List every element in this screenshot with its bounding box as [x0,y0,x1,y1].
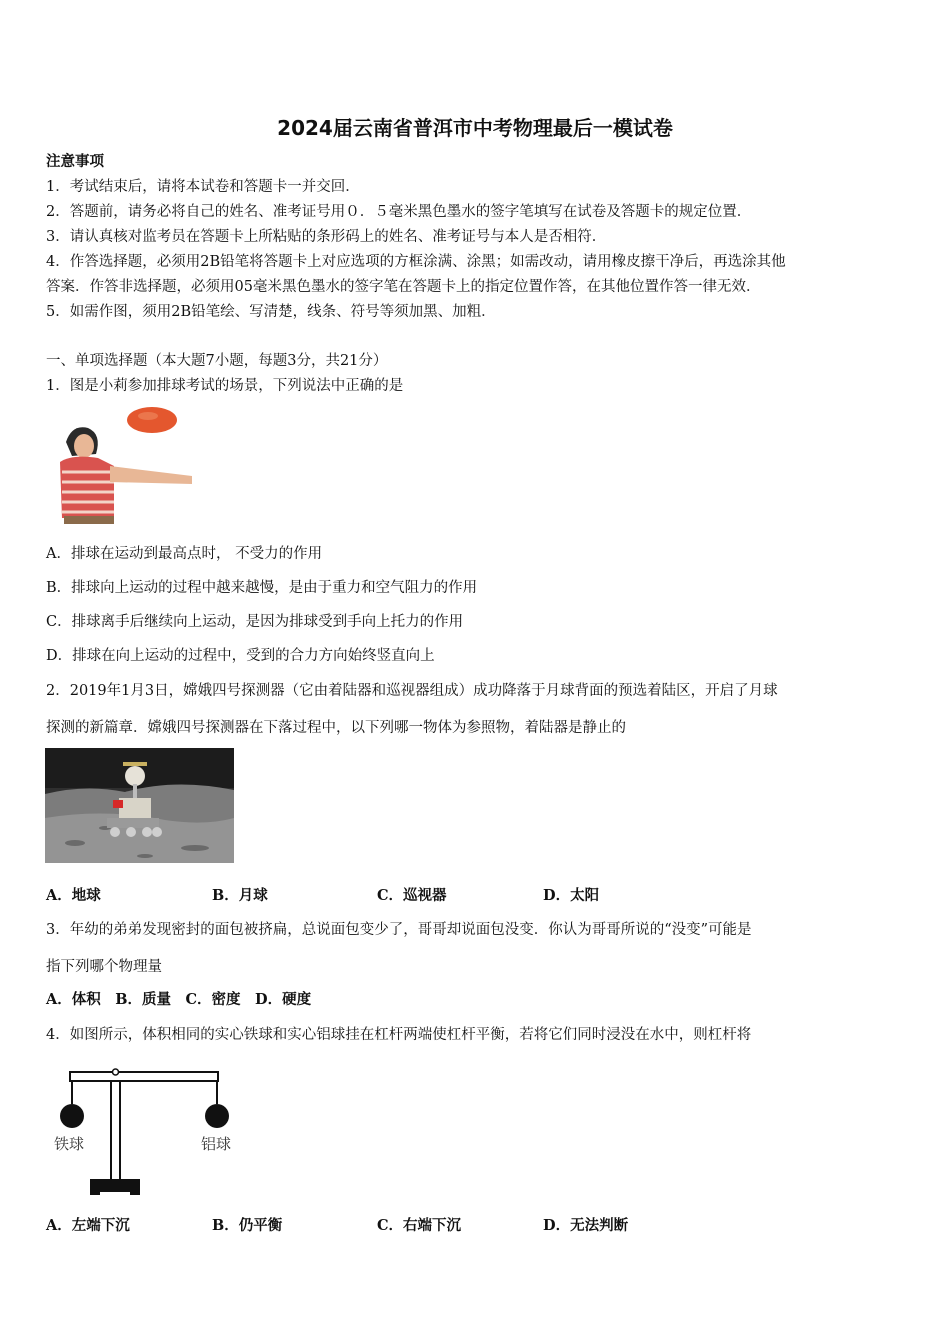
question-4-option-b: B．仍平衡 [212,1217,283,1234]
question-4-option-d: D．无法判断 [543,1217,629,1234]
question-1-option-d: D．排球在向上运动的过程中，受到的合力方向始终竖直向上 [46,648,435,664]
question-1-option-a: A．排球在运动到最高点时， 不受力的作用 [46,546,323,562]
question-2-stem: 2．2019年1月3日，嫦娥四号探测器（它由着陆器和巡视器组成）成功降落于月球背面的预选着陆区，开启了月球 [46,683,778,699]
lunar-rover-image [45,748,234,863]
notice-line: 答案．作答非选择题，必须用05毫米黑色墨水的签字笔在答题卡上的指定位置作答，在其他位置作答一律无效． [46,279,761,295]
lever-balance-diagram [50,1064,250,1204]
question-2-option-b: B．月球 [212,887,268,904]
question-2-option-c: C．巡视器 [377,887,447,904]
question-1-option-c: C．排球离手后继续向上运动，是因为排球受到手向上托力的作用 [46,614,464,630]
question-3-stem-cont: 指下列哪个物理量 [46,959,162,975]
notice-heading: 注意事项 [46,153,104,170]
notice-line: 5．如需作图，须用2B铅笔绘、写清楚，线条、符号等须加黑、加粗． [46,304,496,320]
iron-ball-label: 铁球 [54,1135,85,1153]
section-heading: 一、单项选择题（本大题7小题，每题3分，共21分） [46,353,388,369]
question-4-stem: 4．如图所示，体积相同的实心铁球和实心铝球挂在杠杆两端使杠杆平衡，若将它们同时浸没在水中，则杠杆将 [46,1027,752,1043]
question-1-option-b: B．排球向上运动的过程中越来越慢，是由于重力和空气阻力的作用 [46,580,478,596]
question-3-stem: 3．年幼的弟弟发现密封的面包被挤扁，总说面包变少了，哥哥却说面包没变．你认为哥哥所说的“没变”可能是 [46,922,752,938]
question-2-option-d: D．太阳 [543,887,600,904]
notice-line: 3．请认真核对监考员在答题卡上所粘贴的条形码上的姓名、准考证号与本人是否相符． [46,229,607,245]
notice-line: 4．作答选择题，必须用2B铅笔将答题卡上对应选项的方框涂满、涂黑；如需改动，请用橡皮擦干净后，再选涂其他 [46,254,786,270]
question-3-options: A．体积 B．质量 C．密度 D．硬度 [46,991,312,1008]
question-2-option-a: A．地球 [46,887,101,904]
aluminum-ball-label: 铝球 [201,1135,232,1153]
question-2-stem-cont: 探测的新篇章．嫦娥四号探测器在下落过程中，以下列哪一物体为参照物，着陆器是静止的 [46,720,626,736]
question-1-stem: 1．图是小莉参加排球考试的场景，下列说法中正确的是 [46,378,404,394]
page-title: 2024届云南省普洱市中考物理最后一模试卷 [277,116,673,140]
question-4-option-a: A．左端下沉 [46,1217,130,1234]
volleyball-player-image [52,402,200,524]
question-4-option-c: C．右端下沉 [377,1217,462,1234]
notice-line: 2．答题前，请务必将自己的姓名、准考证号用０．５毫米黑色墨水的签字笔填写在试卷及答题卡的规定位置． [46,204,752,220]
notice-line: 1．考试结束后，请将本试卷和答题卡一并交回． [46,179,360,195]
